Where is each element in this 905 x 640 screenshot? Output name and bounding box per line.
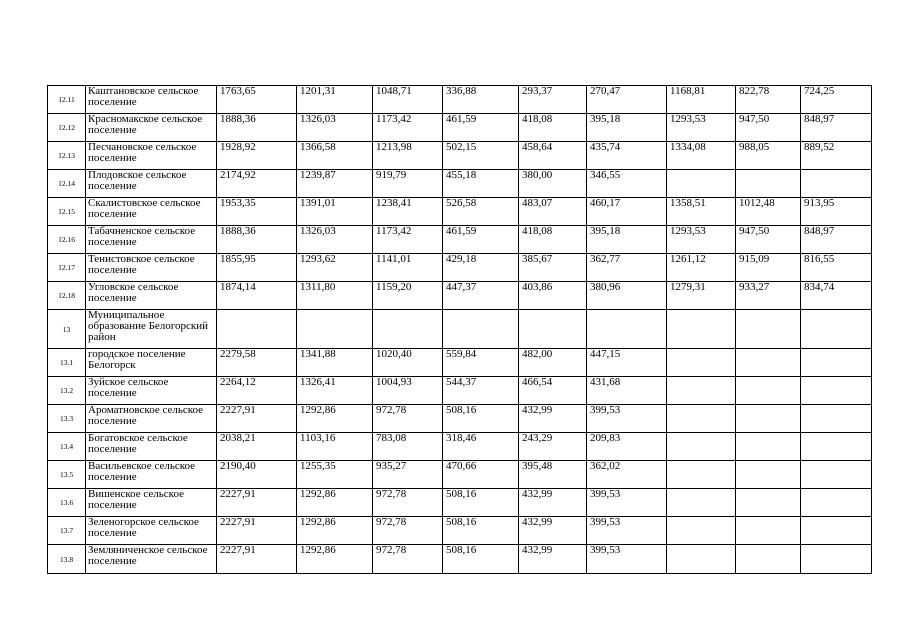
value-cell [667,310,736,349]
value-cell: 399,53 [587,517,667,545]
value-cell [801,517,872,545]
row-number: 13 [48,310,86,349]
value-cell: 483,07 [519,198,587,226]
table-row [48,349,872,377]
table-row [48,461,872,489]
value-cell: 336,88 [443,86,519,114]
value-cell [667,433,736,461]
value-cell [667,170,736,198]
table-row [48,226,872,254]
value-cell: 418,08 [519,114,587,142]
table-row [48,377,872,405]
row-number: 13.4 [48,433,86,461]
value-cell: 935,27 [373,461,443,489]
row-number: 12.11 [48,86,86,114]
value-cell: 447,37 [443,282,519,310]
value-cell: 293,37 [519,86,587,114]
settlement-name: Богатовское сельское поселение [86,433,217,461]
value-cell [801,377,872,405]
value-cell [736,405,801,433]
value-cell: 466,54 [519,377,587,405]
row-number: 13.5 [48,461,86,489]
value-cell: 1238,41 [373,198,443,226]
value-cell: 502,15 [443,142,519,170]
row-number: 12.18 [48,282,86,310]
value-cell [736,461,801,489]
settlement-name: Плодовское сельское поселение [86,170,217,198]
row-number: 12.16 [48,226,86,254]
row-number: 13.3 [48,405,86,433]
row-number: 13.2 [48,377,86,405]
row-number: 13.6 [48,489,86,517]
value-cell: 526,58 [443,198,519,226]
value-cell [373,310,443,349]
value-cell: 380,00 [519,170,587,198]
value-cell: 2227,91 [217,517,297,545]
value-cell: 848,97 [801,114,872,142]
value-cell: 1255,35 [297,461,373,489]
value-cell [801,461,872,489]
value-cell: 559,84 [443,349,519,377]
table-row [48,170,872,198]
table-body [48,86,872,574]
value-cell: 458,64 [519,142,587,170]
value-cell [443,310,519,349]
value-cell: 1292,86 [297,405,373,433]
value-cell: 1326,03 [297,114,373,142]
row-number: 13.8 [48,545,86,574]
value-cell [667,461,736,489]
settlement-name: городское поселение Белогорск [86,349,217,377]
settlement-name: Угловское сельское поселение [86,282,217,310]
value-cell: 947,50 [736,114,801,142]
value-cell: 1888,36 [217,226,297,254]
value-cell: 432,99 [519,517,587,545]
table-row [48,254,872,282]
value-cell: 2174,92 [217,170,297,198]
settlement-name: Зуйское сельское поселение [86,377,217,405]
value-cell: 1292,86 [297,545,373,574]
value-cell: 461,59 [443,226,519,254]
value-cell: 508,16 [443,405,519,433]
value-cell: 2279,58 [217,349,297,377]
value-cell: 1141,01 [373,254,443,282]
value-cell [217,310,297,349]
settlement-name: Табачненское сельское поселение [86,226,217,254]
value-cell: 1366,58 [297,142,373,170]
value-cell [297,310,373,349]
value-cell [667,349,736,377]
value-cell: 2227,91 [217,545,297,574]
value-cell: 1953,35 [217,198,297,226]
value-cell: 1173,42 [373,226,443,254]
value-cell: 460,17 [587,198,667,226]
value-cell [736,489,801,517]
value-cell: 972,78 [373,489,443,517]
value-cell [667,377,736,405]
value-cell: 1855,95 [217,254,297,282]
value-cell [667,405,736,433]
value-cell [801,170,872,198]
value-cell: 395,18 [587,114,667,142]
value-cell: 848,97 [801,226,872,254]
value-cell [736,310,801,349]
value-cell: 988,05 [736,142,801,170]
value-cell: 399,53 [587,405,667,433]
row-number: 12.12 [48,114,86,142]
value-cell [736,517,801,545]
value-cell: 1292,86 [297,489,373,517]
row-number: 12.15 [48,198,86,226]
settlement-name: Васильевское сельское поселение [86,461,217,489]
value-cell: 418,08 [519,226,587,254]
value-cell: 1103,16 [297,433,373,461]
value-cell: 1292,86 [297,517,373,545]
value-cell: 482,00 [519,349,587,377]
value-cell: 2227,91 [217,489,297,517]
settlement-name: Муниципальное образование Белогорский район [86,310,217,349]
value-cell: 455,18 [443,170,519,198]
value-cell [736,433,801,461]
table-row [48,517,872,545]
value-cell: 385,67 [519,254,587,282]
value-cell: 508,16 [443,489,519,517]
value-cell: 1888,36 [217,114,297,142]
value-cell [801,433,872,461]
settlement-name: Красномакское сельское поселение [86,114,217,142]
value-cell: 1293,53 [667,114,736,142]
value-cell: 1261,12 [667,254,736,282]
value-cell: 1326,03 [297,226,373,254]
table-row [48,545,872,574]
value-cell [801,489,872,517]
value-cell: 1020,40 [373,349,443,377]
value-cell: 432,99 [519,405,587,433]
value-cell: 429,18 [443,254,519,282]
value-cell: 508,16 [443,545,519,574]
table-row [48,86,872,114]
table-row [48,114,872,142]
value-cell: 318,46 [443,433,519,461]
table-row [48,405,872,433]
settlement-name: Земляниченское сельское поселение [86,545,217,574]
value-cell [736,170,801,198]
value-cell: 1358,51 [667,198,736,226]
settlement-name: Ароматновское сельское поселение [86,405,217,433]
value-cell [736,377,801,405]
value-cell: 913,95 [801,198,872,226]
row-number: 12.14 [48,170,86,198]
value-cell: 915,09 [736,254,801,282]
value-cell: 403,86 [519,282,587,310]
value-cell: 2038,21 [217,433,297,461]
table-row [48,142,872,170]
value-cell [801,310,872,349]
settlement-name: Песчановское сельское поселение [86,142,217,170]
row-number: 12.17 [48,254,86,282]
value-cell: 380,96 [587,282,667,310]
value-cell [667,517,736,545]
value-cell: 270,47 [587,86,667,114]
value-cell: 919,79 [373,170,443,198]
value-cell: 399,53 [587,545,667,574]
value-cell [587,310,667,349]
value-cell: 395,48 [519,461,587,489]
value-cell: 1334,08 [667,142,736,170]
table-row [48,310,872,349]
value-cell: 834,74 [801,282,872,310]
value-cell: 461,59 [443,114,519,142]
value-cell [736,545,801,574]
value-cell [801,405,872,433]
value-cell: 399,53 [587,489,667,517]
value-cell: 1279,31 [667,282,736,310]
value-cell: 431,68 [587,377,667,405]
value-cell: 1213,98 [373,142,443,170]
value-cell: 395,18 [587,226,667,254]
value-cell: 972,78 [373,517,443,545]
value-cell: 1293,53 [667,226,736,254]
settlement-name: Вишенское сельское поселение [86,489,217,517]
value-cell: 435,74 [587,142,667,170]
value-cell: 1928,92 [217,142,297,170]
value-cell: 1874,14 [217,282,297,310]
value-cell: 972,78 [373,405,443,433]
value-cell: 1201,31 [297,86,373,114]
value-cell: 1763,65 [217,86,297,114]
value-cell: 2227,91 [217,405,297,433]
value-cell: 1173,42 [373,114,443,142]
row-number: 12.13 [48,142,86,170]
tariff-table [47,85,872,574]
value-cell: 1311,80 [297,282,373,310]
value-cell: 822,78 [736,86,801,114]
value-cell: 783,08 [373,433,443,461]
table-row [48,198,872,226]
value-cell: 1012,48 [736,198,801,226]
value-cell [801,545,872,574]
table-row [48,489,872,517]
value-cell [519,310,587,349]
value-cell: 1168,81 [667,86,736,114]
value-cell: 432,99 [519,489,587,517]
settlement-name: Тенистовское сельское поселение [86,254,217,282]
value-cell [667,489,736,517]
value-cell: 1239,87 [297,170,373,198]
value-cell: 947,50 [736,226,801,254]
value-cell: 816,55 [801,254,872,282]
row-number: 13.7 [48,517,86,545]
value-cell [736,349,801,377]
value-cell [801,349,872,377]
value-cell: 362,77 [587,254,667,282]
value-cell: 432,99 [519,545,587,574]
value-cell: 362,02 [587,461,667,489]
value-cell: 470,66 [443,461,519,489]
settlement-name: Каштановское сельское поселение [86,86,217,114]
value-cell: 544,37 [443,377,519,405]
value-cell: 972,78 [373,545,443,574]
value-cell: 1004,93 [373,377,443,405]
value-cell: 724,25 [801,86,872,114]
value-cell [667,545,736,574]
settlement-name: Зеленогорское сельское поселение [86,517,217,545]
table-row [48,433,872,461]
value-cell: 209,83 [587,433,667,461]
value-cell: 346,55 [587,170,667,198]
row-number: 13.1 [48,349,86,377]
value-cell: 2190,40 [217,461,297,489]
value-cell: 508,16 [443,517,519,545]
value-cell: 447,15 [587,349,667,377]
value-cell: 1391,01 [297,198,373,226]
value-cell: 243,29 [519,433,587,461]
value-cell: 2264,12 [217,377,297,405]
table-row [48,282,872,310]
value-cell: 1159,20 [373,282,443,310]
value-cell: 889,52 [801,142,872,170]
value-cell: 1341,88 [297,349,373,377]
value-cell: 1048,71 [373,86,443,114]
settlement-name: Скалистовское сельское поселение [86,198,217,226]
value-cell: 1326,41 [297,377,373,405]
value-cell: 1293,62 [297,254,373,282]
value-cell: 933,27 [736,282,801,310]
